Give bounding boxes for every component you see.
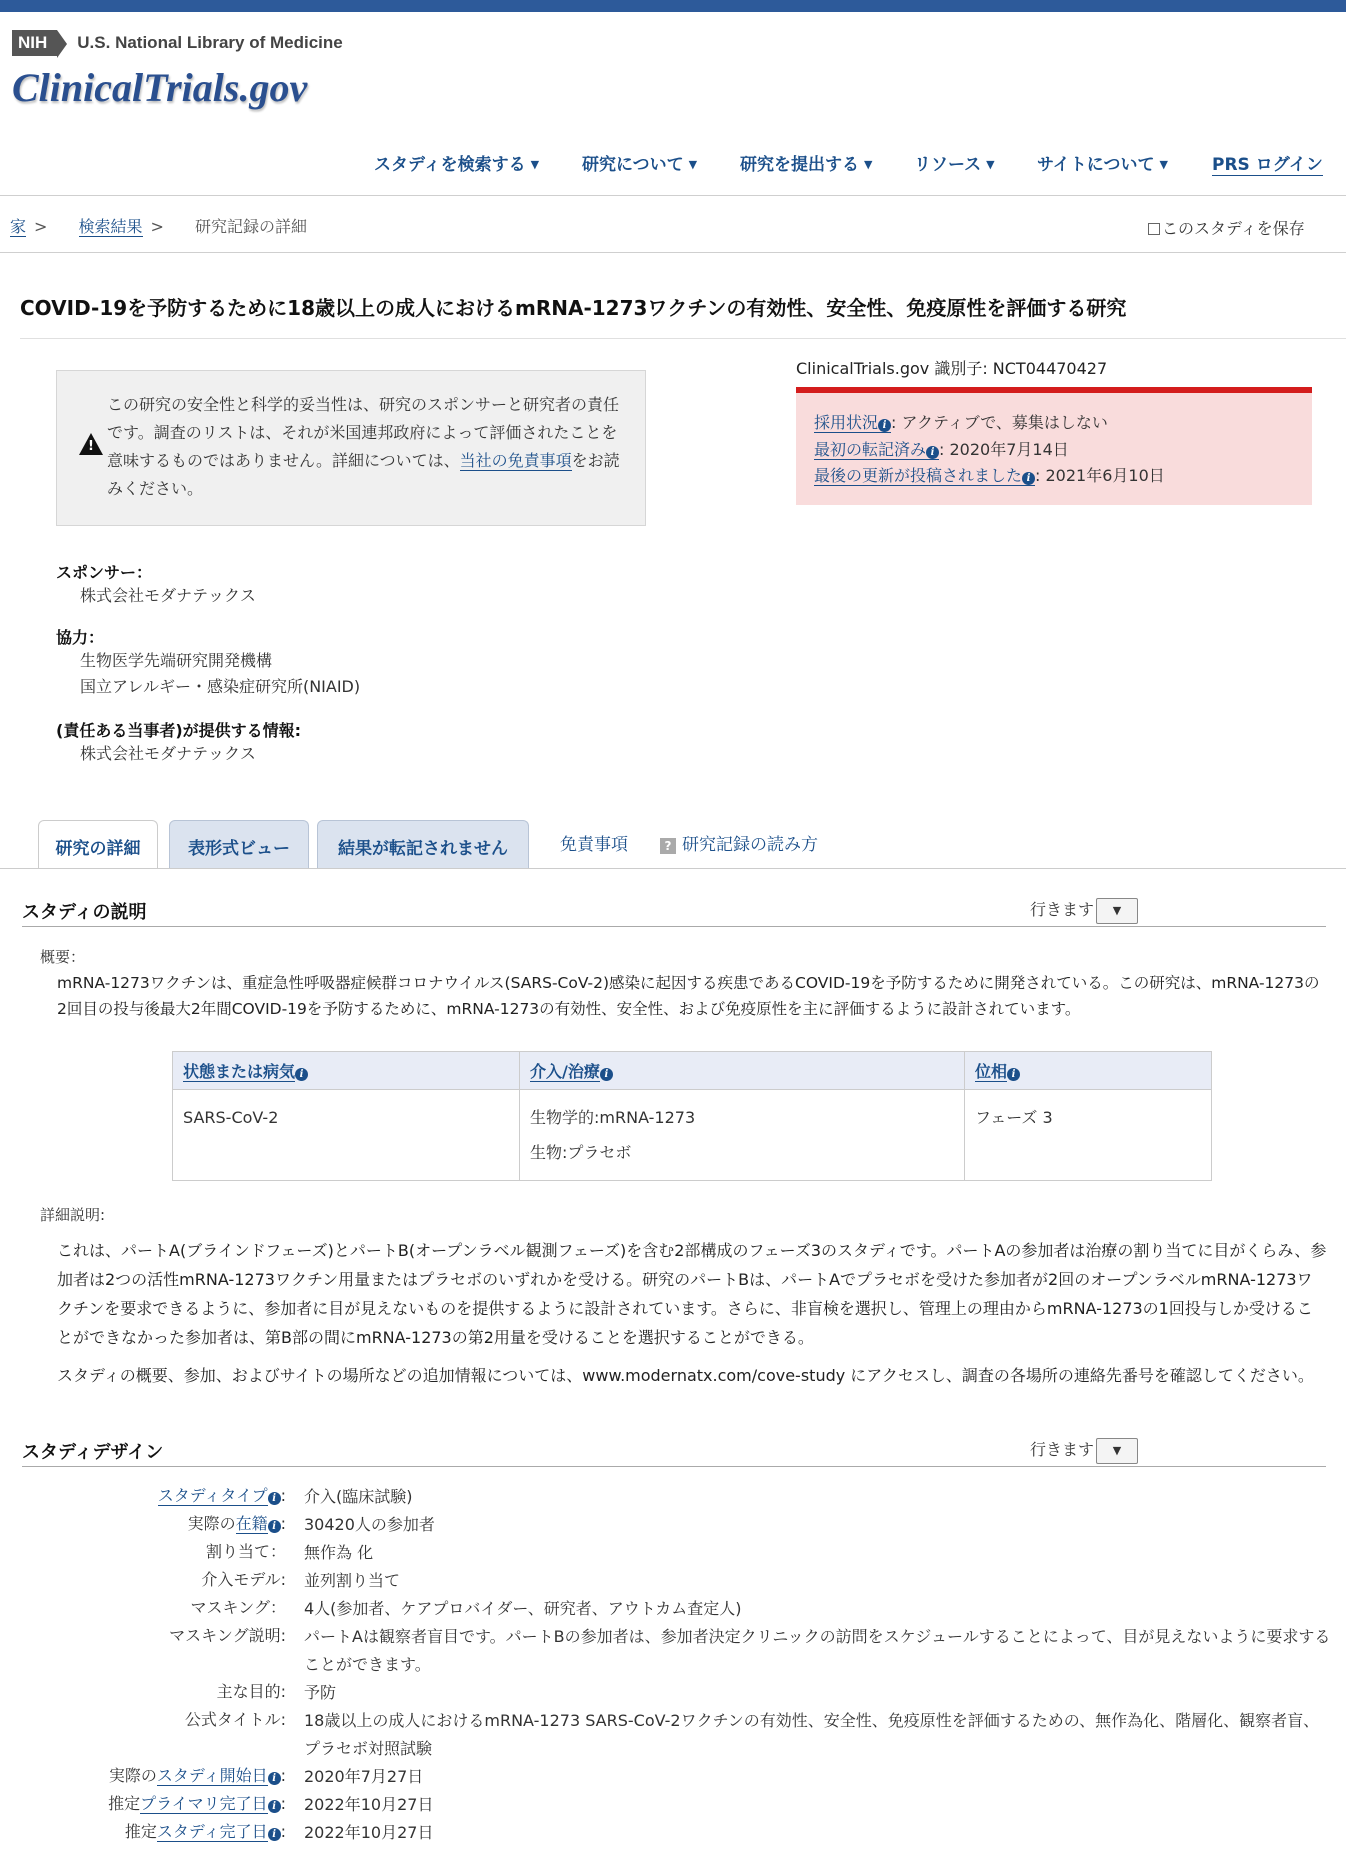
nih-header[interactable] xyxy=(12,30,343,56)
site-logo[interactable]: ClinicalTrials.gov xyxy=(12,65,308,110)
info-icon[interactable]: i xyxy=(268,1492,281,1505)
info-icon[interactable]: i xyxy=(268,1772,281,1785)
tab-disclaimer[interactable]: 免責事項 xyxy=(560,835,628,855)
info-icon[interactable]: i xyxy=(600,1068,613,1081)
primary-completion-value: 2022年10月27日 xyxy=(304,1795,434,1814)
enrollment-value: 30420人の参加者 xyxy=(304,1515,435,1534)
brief-summary: mRNA-1273ワクチンは、重症急性呼吸器症候群コロナウイルス(SARS-CoV-2)感染に起因する疾患であるCOVID-19を予防するために開発されている。この研究は、mRNA-1273の2回目の投与後最大2年間COVID-19を予防するために、mRNA-1273の有効性、安全性、および免疫原性を主に評価するように設計されています。 xyxy=(57,974,1320,1018)
condition-cell: SARS-CoV-2 xyxy=(173,1090,520,1181)
section-title-description: スタディの説明 xyxy=(22,902,147,923)
recruitment-status-link[interactable]: 採用状況 i xyxy=(814,413,891,433)
top-color-bar xyxy=(0,0,1346,12)
conditions-table xyxy=(172,1051,1212,1181)
phase-cell: フェーズ 3 xyxy=(965,1090,1212,1181)
nih-logo[interactable]: NIH xyxy=(12,30,57,56)
sponsor-value: 株式会社モダナテックス xyxy=(80,586,256,605)
allocation-value: 無作為 化 xyxy=(304,1543,374,1562)
section-title-design: スタディデザイン xyxy=(22,1442,164,1463)
nav-about-studies[interactable]: 研究について ▼ xyxy=(582,155,698,175)
breadcrumb-separator: > xyxy=(34,217,48,236)
model-value: 並列割り当て xyxy=(304,1571,401,1590)
collaborators xyxy=(56,625,360,700)
tab-tabular-view[interactable]: 表形式ビュー xyxy=(169,820,309,868)
detailed-description-1: これは、パートA(ブラインドフェーズ)とパートB(オープンラベル観測フェーズ)を含む2部構成のフェーズ3のスタディです。パートAの参加者は治療の割り当てに目がくらみ、参加者は2つの活性mRNA-1273ワクチン用量またはプラセボのいずれかを受ける。研究のパートBは、パートAでプラセボを受けた参加者が2回のオープンラベルmRNA-1273ワクチンを要求できるように、参加者に目が見えないものを提供するように設計されています。さらに、非盲検を選択し、管理上の理由からmRNA-1273の1回投与しか受けることができなかった参加者は、第B部の間にmRNA-1273の第2用量を受けることを選択することができる。 xyxy=(57,1241,1327,1347)
collaborators-label: 協力： xyxy=(56,628,105,647)
goto-dropdown-design[interactable]: 行きます ▼ xyxy=(1030,1437,1138,1464)
disclaimer-box xyxy=(56,370,646,526)
last-update-link[interactable]: 最後の更新が投稿されました i xyxy=(814,466,1035,486)
official-title-label: 公式タイトル: xyxy=(184,1710,286,1729)
phase-header[interactable]: 位相 i xyxy=(965,1052,1212,1090)
chevron-down-icon: ▼ xyxy=(1159,158,1168,171)
page-title: COVID-19を予防するために18歳以上の成人におけるmRNA-1273ワクチンの有効性、安全性、免疫原性を評価する研究 xyxy=(20,296,1127,320)
nav-about-site[interactable]: サイトについて ▼ xyxy=(1037,155,1168,175)
chevron-down-icon: ▼ xyxy=(530,158,540,171)
nav-find-studies[interactable]: スタディを検索する ▼ xyxy=(374,155,540,175)
tab-study-details[interactable]: 研究の詳細 xyxy=(38,820,158,869)
table-row xyxy=(173,1090,1212,1181)
information-provider xyxy=(56,718,301,767)
study-identifier: ClinicalTrials.gov 識別子: NCT04470427 xyxy=(796,359,1108,378)
study-type-label[interactable]: スタディタイプ i : xyxy=(157,1486,286,1505)
study-completion-label[interactable]: 推定スタディ完了日 i : xyxy=(124,1822,286,1841)
main-nav xyxy=(0,150,1346,180)
start-date-label[interactable]: 実際のスタディ開始日 i : xyxy=(108,1766,286,1785)
collaborator-2: 国立アレルギー・感染症研究所(NIAID) xyxy=(80,677,361,696)
primary-completion-label[interactable]: 推定プライマリ完了日 i : xyxy=(108,1794,286,1813)
sponsor xyxy=(56,560,256,609)
study-completion-value: 2022年10月27日 xyxy=(304,1823,434,1842)
first-posted: 最初の転記済み i : 2020年7月14日 xyxy=(814,440,1069,459)
recruitment-status: 採用状況 i : アクティブで、募集はしない xyxy=(814,413,1108,432)
disclaimer-text: この研究の安全性と科学的妥当性は、研究のスポンサーと研究者の責任です。調査のリストは、それが米国連邦政府によって評価されたことを意味するものではありません。詳細については、当社の免責事項をお読みください。 xyxy=(107,395,620,498)
breadcrumb xyxy=(10,214,315,237)
masking-description-label: マスキング説明: xyxy=(169,1626,286,1645)
nav-submit-studies[interactable]: 研究を提出する ▼ xyxy=(740,155,873,175)
masking-label: マスキング： xyxy=(190,1598,286,1617)
info-icon[interactable]: i xyxy=(268,1520,281,1533)
chevron-down-icon: ▼ xyxy=(986,158,995,171)
breadcrumb-home[interactable]: 家 xyxy=(10,217,27,236)
start-date-value: 2020年7月27日 xyxy=(304,1767,424,1786)
goto-dropdown[interactable]: 行きます ▼ xyxy=(1030,897,1138,924)
purpose-value: 予防 xyxy=(304,1683,337,1702)
disclaimer-link[interactable]: 当社の免責事項 xyxy=(459,451,572,470)
info-icon[interactable]: i xyxy=(268,1800,281,1813)
first-posted-link[interactable]: 最初の転記済み i xyxy=(814,440,939,460)
condition-header[interactable]: 状態または病気 i xyxy=(173,1052,520,1090)
info-icon[interactable]: i xyxy=(1022,472,1035,485)
checkbox-icon[interactable] xyxy=(1148,223,1160,235)
how-to-read-link[interactable]: ? 研究記録の読み方 xyxy=(660,830,818,855)
masking-description-value: パートAは観察者盲目です。パートBの参加者は、参加者決定クリニックの訪問をスケジュールすることによって、目が見えないように要求することができます。 xyxy=(304,1627,1331,1674)
info-icon[interactable]: i xyxy=(878,419,891,432)
dropdown-arrow-icon[interactable]: ▼ xyxy=(1096,898,1138,924)
save-study-checkbox[interactable] xyxy=(1148,216,1305,239)
info-provider-value: 株式会社モダナテックス xyxy=(80,744,256,763)
table-header-row xyxy=(173,1052,1212,1090)
detailed-description-label: 詳細説明: xyxy=(40,1206,106,1224)
breadcrumb-search-results[interactable]: 検索結果 xyxy=(78,217,143,236)
detailed-description-2: スタディの概要、参加、およびサイトの場所などの追加情報については、www.modernatx.com/cove-study にアクセスし、調査の各場所の連絡先番号を確認してください。 xyxy=(57,1366,1314,1385)
breadcrumb-separator: > xyxy=(150,217,164,236)
study-type-value: 介入(臨床試験) xyxy=(304,1487,413,1506)
tab-no-results[interactable]: 結果が転記されません xyxy=(317,820,529,868)
warning-icon xyxy=(79,433,103,455)
nav-divider xyxy=(0,195,1346,196)
chevron-down-icon: ▼ xyxy=(688,158,698,171)
help-icon: ? xyxy=(660,838,676,854)
prs-login-link[interactable]: PRS ログイン xyxy=(1212,150,1323,176)
section-divider xyxy=(22,1466,1326,1467)
sponsor-label: スポンサー： xyxy=(56,563,153,582)
nih-text[interactable]: U.S. National Library of Medicine xyxy=(77,33,343,52)
allocation-label: 割り当て： xyxy=(205,1542,286,1561)
official-title-value: 18歳以上の成人におけるmRNA-1273 SARS-CoV-2ワクチンの有効性、安全性、免疫原性を評価するための、無作為化、階層化、観察者盲、プラセボ対照試験 xyxy=(304,1711,1320,1758)
breadcrumb-current: 研究記録の詳細 xyxy=(195,217,308,236)
title-divider xyxy=(20,338,1346,339)
status-box xyxy=(796,393,1312,505)
section-divider xyxy=(22,926,1326,927)
purpose-label: 主な目的: xyxy=(216,1682,286,1701)
save-study-label[interactable]: このスタディを保存 xyxy=(1162,219,1305,238)
info-icon[interactable]: i xyxy=(295,1068,308,1081)
last-update: 最後の更新が投稿されました i : 2021年6月10日 xyxy=(814,466,1165,485)
collaborator-1: 生物医学先端研究開発機構 xyxy=(80,651,273,670)
enrollment-label[interactable]: 実際の在籍 i : xyxy=(187,1514,286,1533)
breadcrumb-divider xyxy=(0,252,1346,253)
intervention-header[interactable]: 介入/治療 i xyxy=(520,1052,965,1090)
chevron-down-icon: ▼ xyxy=(864,158,873,171)
summary-label: 概要： xyxy=(40,948,86,966)
model-label: 介入モデル: xyxy=(201,1570,286,1589)
masking-value: 4人(参加者、ケアプロバイダー、研究者、アウトカム査定人) xyxy=(304,1599,742,1618)
nav-resources[interactable]: リソース ▼ xyxy=(914,155,995,175)
info-icon[interactable]: i xyxy=(926,446,939,459)
info-provider-label: (責任ある当事者)が提供する情報: xyxy=(56,721,302,740)
dropdown-arrow-icon[interactable]: ▼ xyxy=(1096,1438,1138,1464)
intervention-cell: 生物学的:mRNA-1273 生物:プラセボ xyxy=(520,1090,965,1181)
info-icon[interactable]: i xyxy=(268,1828,281,1841)
info-icon[interactable]: i xyxy=(1007,1068,1020,1081)
tab-divider xyxy=(0,868,1346,869)
